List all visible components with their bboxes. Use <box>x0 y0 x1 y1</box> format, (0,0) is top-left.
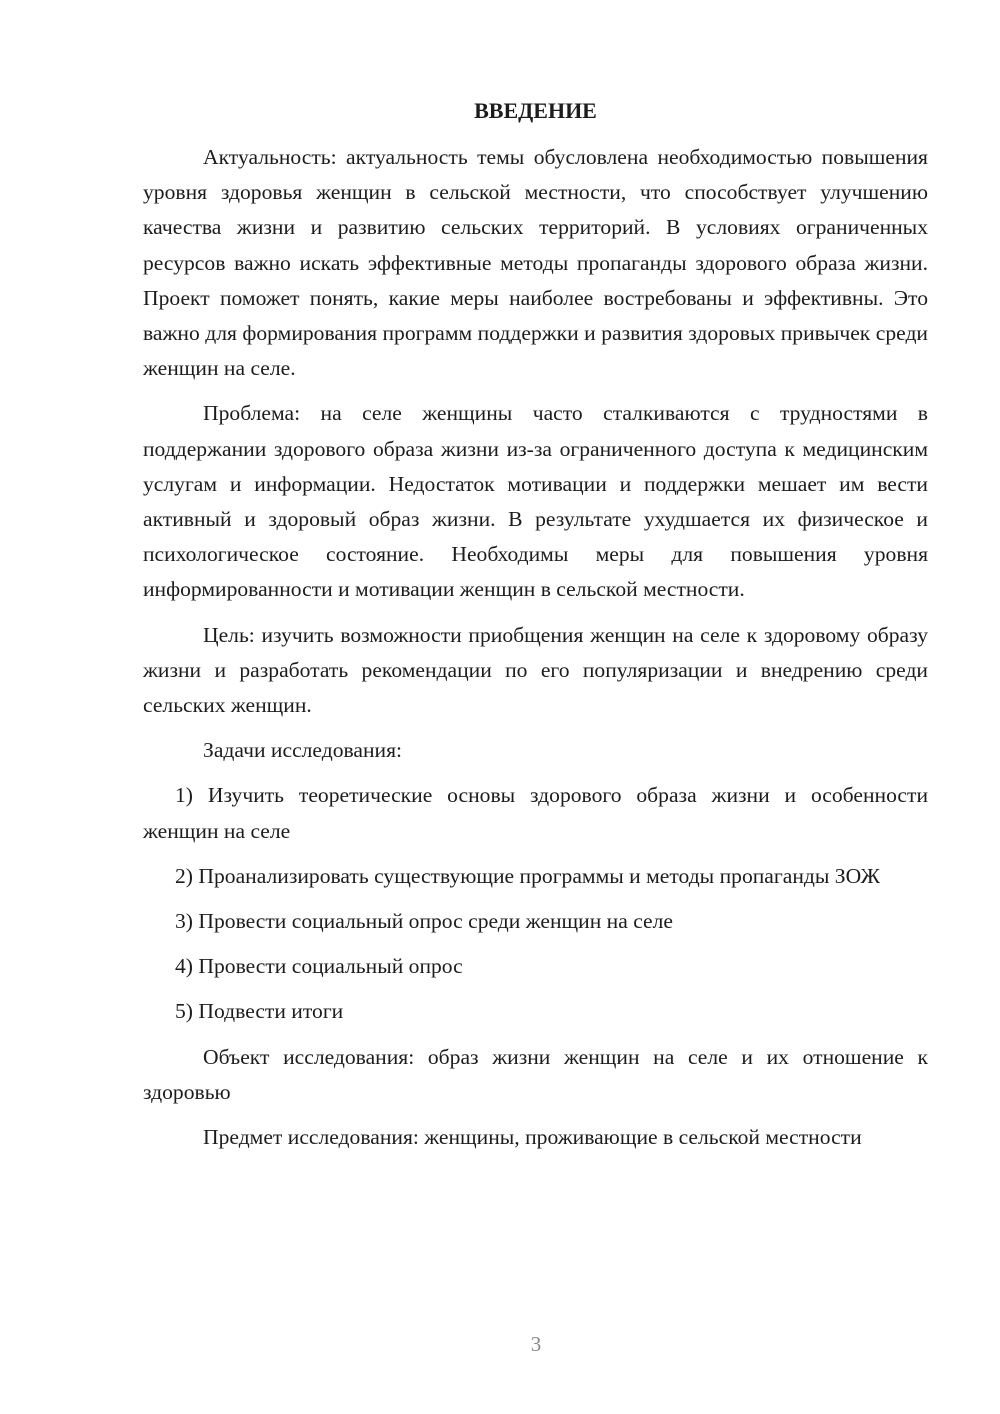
page-number: 3 <box>530 1332 542 1356</box>
task-item-3: 3) Провести социальный опрос среди женщин на селе <box>175 909 673 934</box>
task-item-2: 2) Проанализировать существующие программы и методы пропаганды ЗОЖ <box>175 863 880 888</box>
object-paragraph: Объект исследования: образ жизни женщин на селе и их отношение к здоровью <box>143 1044 928 1104</box>
problem-paragraph: Проблема: на селе женщины часто сталкиваются с трудностями в поддержании здорового образа жизни из-за ограниченного доступа к медицинским услугам и информации. Недостаток мотивации и поддержки мешает им вести активный и здоровый образ жизни. В результате ухудшается их физическое и психологическое состояние. Необходимы меры для повышения уровня информированности и мотивации женщин в сельской местности. <box>143 401 928 602</box>
page-title: ВВЕДЕНИЕ <box>474 98 597 123</box>
subject-paragraph: Предмет исследования: женщины, проживающие в сельской местности <box>203 1125 862 1150</box>
page-content <box>143 96 928 1165</box>
task-item-5: 5) Подвести итоги <box>175 999 344 1024</box>
task-item-4: 4) Провести социальный опрос <box>175 954 463 979</box>
task-item-1: 1) Изучить теоретические основы здорового образа жизни и особенности женщин на селе <box>143 783 928 843</box>
tasks-heading: Задачи исследования: <box>203 738 403 763</box>
actuality-paragraph: Актуальность: актуальность темы обусловлена необходимостью повышения уровня здоровья женщин в сельской местности, что способствует улучшению качества жизни и развитию сельских территорий. В условиях ограниченных ресурсов важно искать эффективные методы пропаганды здорового образа жизни. Проект поможет понять, какие меры наиболее востребованы и эффективны. Это важно для формирования программ поддержки и развития здоровых привычек среди женщин на селе. <box>143 145 928 381</box>
goal-paragraph: Цель: изучить возможности приобщения женщин на селе к здоровому образу жизни и разработать рекомендации по его популяризации и внедрению среди сельских женщин. <box>143 622 928 718</box>
